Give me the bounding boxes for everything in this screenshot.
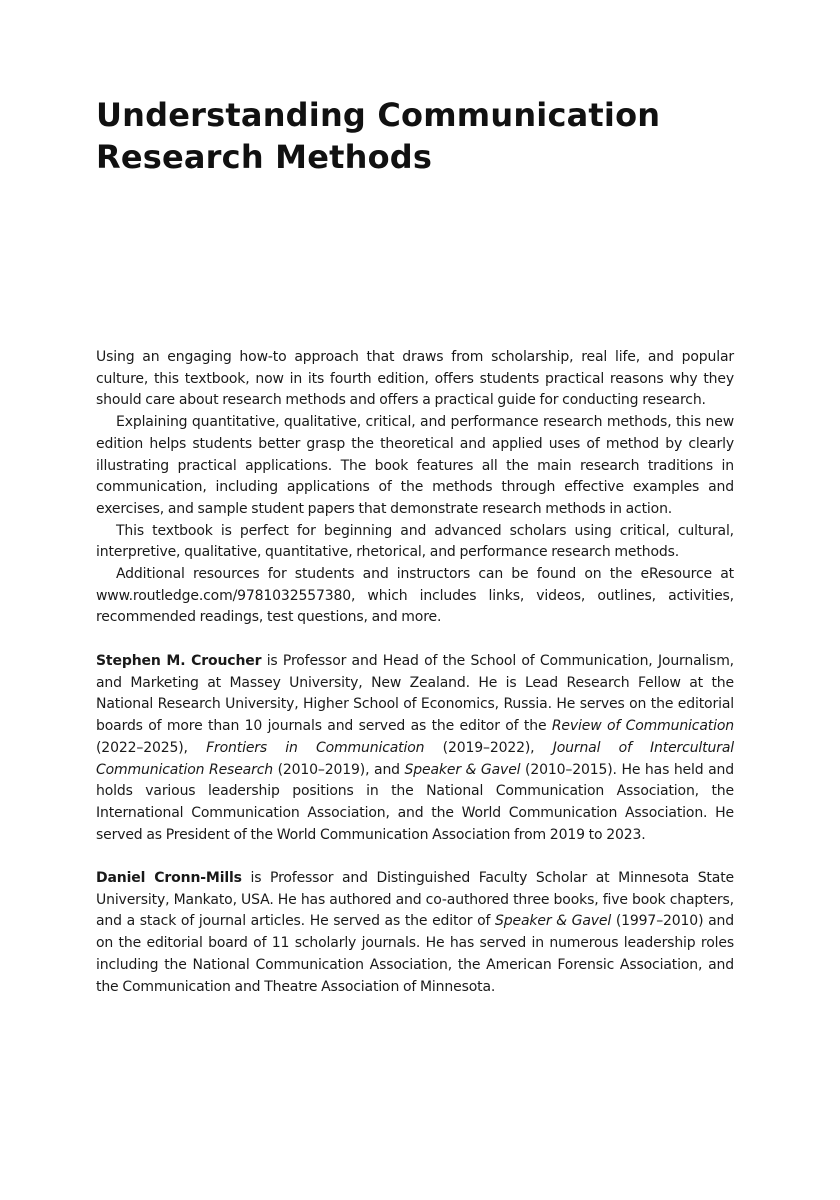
journal-title: Frontiers in Communication — [206, 739, 425, 756]
author-name: Stephen M. Croucher — [96, 653, 262, 669]
bio-text: (1997–2010) and on the editorial board of 11 scholarly journals. He has served in numerous leadership roles including the National Communication Association, the American Forensic Association, and the Communication and Theatre Association of Minnesota. — [96, 913, 734, 995]
bio-text: (2010–2019), and — [272, 761, 405, 778]
author-name: Daniel Cronn-Mills — [96, 870, 242, 886]
bio-text: (2022–2025), — [96, 739, 207, 756]
description-paragraph-1: Using an engaging how-to approach that draws from scholarship, real life, and popular culture, this textbook, now in its fourth edition, offers students practical reasons why they should care about research methods and offers a practical guide for conducting research. — [96, 349, 734, 409]
book-title-line-2: Research Methods — [96, 138, 433, 176]
journal-title: Review of Communication — [551, 718, 734, 735]
author-bio-croucher — [96, 651, 734, 846]
description-paragraph-3: This textbook is perfect for beginning and advanced scholars using critical, cultural, interpretive, qualitative, quantitative, rhetorical, and performance research methods. — [96, 522, 734, 561]
bio-text: (2010–2015). He has held and holds various leadership positions in the National Communication Association, the International Communication Association, and the World Communication Association. He served as President of the World Communication Association from 2019 to 2023. — [96, 761, 734, 843]
journal-title: Speaker & Gavel — [404, 761, 521, 778]
description-paragraph-2: Explaining quantitative, qualitative, critical, and performance research methods, this new edition helps students better grasp the theoretical and applied uses of method by clearly illustrating practical applications. The book features all the main research traditions in communication, including applications of the methods through effective examples and exercises, and sample student papers that demonstrate research methods in action. — [96, 414, 734, 517]
bio-text: (2019–2022), — [424, 739, 553, 756]
author-bio-cronn-mills — [96, 868, 734, 998]
bio-text: is Professor and Head of the School of Communication, Journalism, and Marketing at Massey University, New Zealand. He is Lead Research Fellow at the National Research University, Higher School of Economics, Russia. He serves on the editorial boards of more than 10 journals and served as the editor of the — [96, 653, 734, 735]
journal-title: Journal of Intercultural Communication Research — [96, 739, 734, 778]
book-description — [96, 347, 734, 629]
description-paragraph-4: Additional resources for students and instructors can be found on the eResource at www.routledge.com/9781032557380, which includes links, videos, outlines, activities, recommended readings, test questions, and more. — [96, 566, 734, 626]
bio-text: is Professor and Distinguished Faculty Scholar at Minnesota State University, Mankato, USA. He has authored and co-authored three books, five book chapters, and a stack of journal articles. He served as the editor of — [96, 870, 735, 930]
book-title — [96, 94, 734, 178]
journal-title: Speaker & Gavel — [495, 913, 612, 930]
book-title-line-1: Understanding Communication — [96, 96, 661, 134]
